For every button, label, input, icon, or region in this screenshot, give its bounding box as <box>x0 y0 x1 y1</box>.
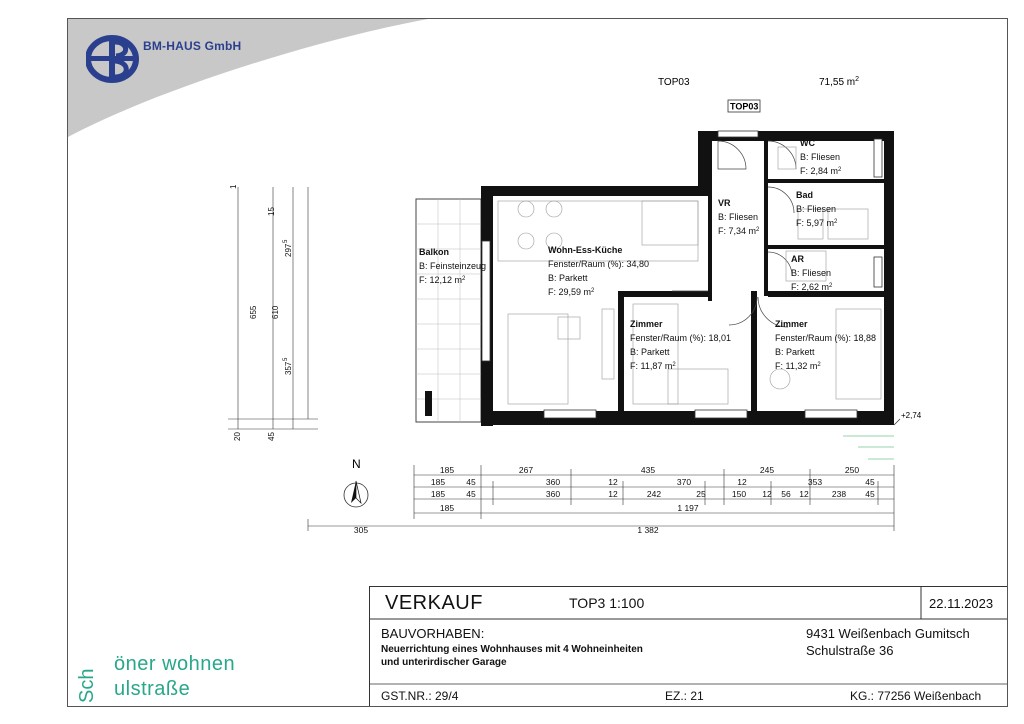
dim-label: 353 <box>807 477 823 487</box>
svg-text:Sch: Sch <box>76 668 98 703</box>
title-block <box>369 586 1008 707</box>
room-area: F: 12,12 $m^2$ <box>419 275 466 285</box>
room-window-ratio: Fenster/Raum (%): 18,01 <box>630 333 732 343</box>
plan-date: 22.11.2023 <box>929 596 994 611</box>
parcel-number: GST.NR.: 29/4 <box>381 689 459 703</box>
room-floor: B: Parkett <box>630 347 670 357</box>
address-line-1: 9431 Weißenbach Gumitsch <box>806 626 970 641</box>
dim-label: 1 <box>229 184 238 189</box>
room-name: VR <box>718 198 731 208</box>
dim-label: 45 <box>466 477 476 487</box>
room-area: F: 11,87 $m^2$ <box>630 361 676 371</box>
dim-label: 45 <box>267 432 276 441</box>
room-floor: B: Fliesen <box>796 204 837 214</box>
room-area: F: 11,32 $m^2$ <box>775 361 821 371</box>
dim-label: 25 <box>696 489 706 499</box>
room-name: Bad <box>796 190 814 200</box>
room-window-ratio: Fenster/Raum (%): 34,80 <box>548 259 650 269</box>
dim-label: 150 <box>731 489 747 499</box>
dim-label: 12 <box>737 477 747 487</box>
room-floor: B: Feinsteinzeug <box>419 261 487 271</box>
dim-label: 185 <box>439 465 455 475</box>
dim-label: 185 <box>430 489 446 499</box>
balcony <box>416 199 481 422</box>
dim-label: 56 <box>781 489 791 499</box>
room-name: Balkon <box>419 247 450 257</box>
dim-label: 12 <box>762 489 772 499</box>
room-floor: B: Fliesen <box>718 212 759 222</box>
north-arrow-icon <box>344 481 368 507</box>
dim-label: 45 <box>466 489 476 499</box>
project-desc-2: und unterirdischer Garage <box>381 657 507 668</box>
room-area: F: 2,84 $m^2$ <box>800 166 842 176</box>
room-floor: B: Fliesen <box>791 268 832 278</box>
brand-line-2: ulstraße <box>114 678 191 700</box>
elevation-label: +2,74 <box>901 411 922 420</box>
dim-label: 297 <box>284 243 293 257</box>
room-area: F: 7,34 $m^2$ <box>718 226 760 236</box>
dim-label: 5 <box>283 239 289 243</box>
plan-sheet <box>67 18 1008 707</box>
dim-label: 242 <box>646 489 662 499</box>
dim-label: 185 <box>430 477 446 487</box>
dim-label: 245 <box>759 465 775 475</box>
room-floor: B: Parkett <box>775 347 815 357</box>
company-name: BM-HAUS GmbH <box>143 39 242 53</box>
kg-number: KG.: 77256 Weißenbach <box>850 689 982 703</box>
unit-area: 71,55 $m^2$ <box>819 76 860 88</box>
dim-label: 45 <box>865 489 875 499</box>
brand-line-1: öner wohnen <box>114 653 236 675</box>
dim-label: 1 382 <box>637 525 659 535</box>
room-window-ratio: Fenster/Raum (%): 18,88 <box>775 333 877 343</box>
north-label: N <box>352 457 361 471</box>
dim-label: 435 <box>640 465 656 475</box>
dim-label: 267 <box>518 465 534 475</box>
room-area: F: 2,62 $m^2$ <box>791 282 833 292</box>
dim-label: 610 <box>271 305 280 319</box>
room-area: F: 5,97 $m^2$ <box>796 218 838 228</box>
dim-label: 305 <box>353 525 369 535</box>
document-type: VERKAUF <box>385 592 483 614</box>
dim-label: 20 <box>233 432 242 441</box>
dim-label: 655 <box>249 305 258 319</box>
address-line-2: Schulstraße 36 <box>806 643 894 658</box>
dim-label: 185 <box>439 503 455 513</box>
dim-label: 360 <box>545 489 561 499</box>
dim-label: 12 <box>608 489 618 499</box>
room-name: Zimmer <box>775 319 808 329</box>
plan-scale: TOP3 1:100 <box>569 595 645 611</box>
room-name: WC <box>800 138 815 148</box>
dim-label: 5 <box>283 357 289 361</box>
ez-number: EZ.: 21 <box>665 689 704 703</box>
dim-label: 1 197 <box>677 503 699 513</box>
room-name: Wohn-Ess-Küche <box>548 245 623 255</box>
horizontal-dim-labels <box>354 465 875 535</box>
dim-label: 370 <box>676 477 692 487</box>
project-label: BAUVORHABEN: <box>381 626 485 641</box>
dim-label: 12 <box>799 489 809 499</box>
dim-label: 360 <box>545 477 561 487</box>
floor-plan <box>68 19 1008 579</box>
room-floor: B: Fliesen <box>800 152 841 162</box>
brand-vertical <box>76 647 98 705</box>
dim-label: 15 <box>267 207 276 216</box>
dim-label: 238 <box>831 489 847 499</box>
dim-label: 357 <box>284 361 293 375</box>
dim-label: 12 <box>608 477 618 487</box>
project-desc-1: Neuerrichtung eines Wohnhauses mit 4 Wohneinheiten <box>381 644 643 655</box>
room-name: AR <box>791 254 804 264</box>
dim-label: 45 <box>865 477 875 487</box>
unit-label: TOP03 <box>658 77 690 88</box>
unit-tag: TOP03 <box>730 101 759 112</box>
room-floor: B: Parkett <box>548 273 588 283</box>
room-area: F: 29,59 $m^2$ <box>548 287 595 297</box>
room-name: Zimmer <box>630 319 663 329</box>
dim-label: 250 <box>844 465 860 475</box>
